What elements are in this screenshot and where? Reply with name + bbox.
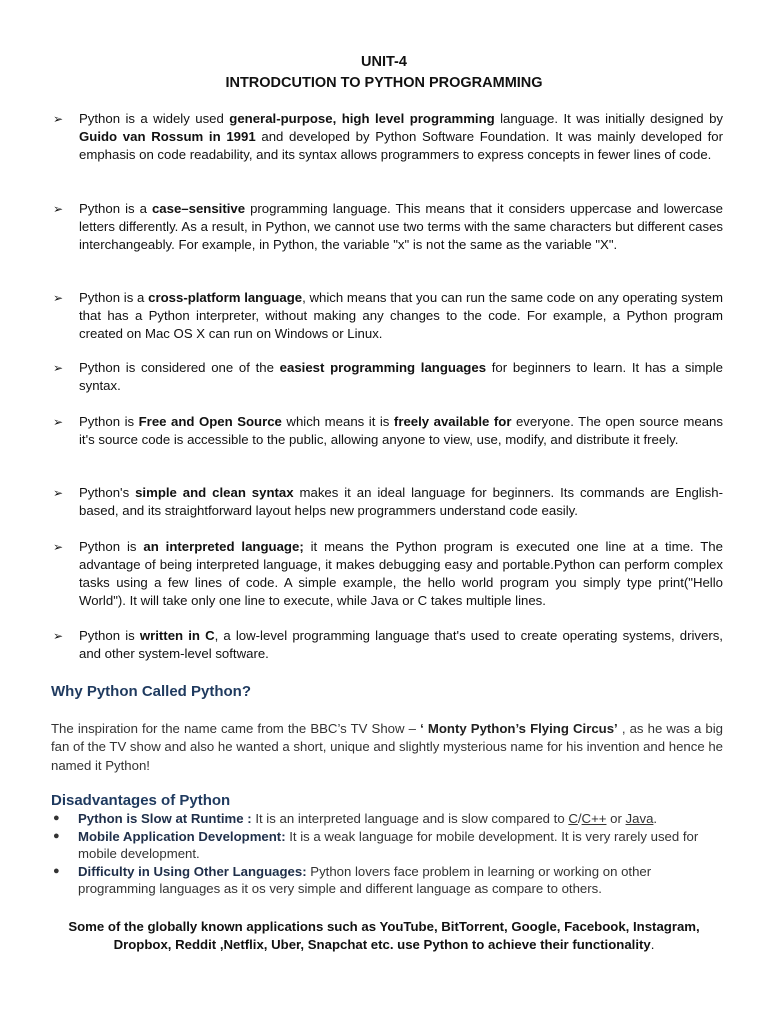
arrow-bullet-icon: ➢ (53, 629, 64, 643)
arrow-bullet-icon: ➢ (53, 540, 64, 554)
applications-note: Some of the globally known applications such as YouTube, BitTorrent, Google, Facebook, Instagram, Dropbox, Reddit ,Netflix, Uber, Snapchat etc. use Python to achieve their functionality. (68, 919, 700, 952)
bullet-item (53, 484, 723, 520)
bullet-text: Python is considered one of the easiest programming languages for beginners to learn. It has a simple syntax. (79, 360, 723, 393)
bullet-item (53, 200, 723, 254)
bullet-dot-icon: ● (53, 829, 60, 842)
list-item: ● Difficulty in Using Other Languages: Python lovers face problem in learning or working on other programming languages as it os very simple and different language as compare to others. (53, 863, 652, 897)
bullet-item (53, 359, 723, 395)
bullet-text: Python is a cross-platform language, which means that you can run the same code on any operating system that has a Python interpreter, without making any changes to the code. For example, a Python program created on Mac OS X can run on Windows or Linux. (79, 290, 723, 341)
arrow-bullet-icon: ➢ (53, 112, 64, 126)
arrow-bullet-icon: ➢ (53, 202, 64, 216)
arrow-bullet-icon: ➢ (53, 486, 64, 500)
why-python-paragraph: The inspiration for the name came from the BBC’s TV Show – ‘ Monty Python’s Flying Circus’ , as he was a big fan of the TV show and also he wanted a short, unique and slightly mysterious name for his invention and hence he named it Python! (51, 721, 724, 773)
bullet-text: Python is a case–sensitive programming language. This means that it considers uppercase and lowercase letters differently. As a result, in Python, we cannot use two terms with the same characters but different cases interchangeably. For example, in Python, the variable "x" is not the same as the variable "X". (79, 201, 723, 252)
list-item: ● Mobile Application Development: It is a weak language for mobile development. It is very rarely used for mobile development. (53, 828, 699, 862)
bullet-item (53, 289, 723, 343)
bullet-text: Python is a widely used general-purpose, high level programming language. It was initially designed by Guido van Rossum in 1991 and developed by Python Software Foundation. It was mainly developed for emphasis on code readability, and its syntax allows programmers to express concepts in fewer lines of code. (79, 111, 723, 162)
bullet-item (53, 413, 723, 449)
bullet-text: Python is an interpreted language; it means the Python program is executed one line at a time. The advantage of being interpreted language, it makes debugging easy and portable.Python can perform complex tasks using a few lines of code. A simple example, the hello world program you simply type print("Hello World"). It will take only one line to execute, while Java or C takes multiple lines. (79, 539, 723, 608)
why-python-heading: Why Python Called Python? (51, 683, 252, 700)
bullet-dot-icon: ● (53, 864, 60, 877)
disadvantages-list (51, 810, 723, 898)
bullet-text: Python is written in C, a low-level programming language that's used to create operating systems, drivers, and other system-level software. (79, 628, 723, 661)
disadvantages-heading: Disadvantages of Python (51, 792, 231, 809)
arrow-bullet-icon: ➢ (53, 415, 64, 429)
bullet-item (53, 538, 723, 610)
bullet-item (53, 627, 723, 663)
link-cpp[interactable]: C++ (581, 811, 607, 826)
bullet-dot-icon: ● (53, 812, 60, 824)
bullet-text: Python's simple and clean syntax makes it an ideal language for beginners. Its commands are English-based, and its straightforward layout helps new programmers understand code easily. (79, 485, 723, 518)
page-title: INTRODCUTION TO PYTHON PROGRAMMING (225, 75, 543, 91)
bullet-text: Python is Free and Open Source which means it is freely available for everyone. The open source means it's source code is accessible to the public, allowing anyone to view, use, modify, and distribute it freely. (79, 414, 723, 447)
list-item: ● Python is Slow at Runtime : It is an interpreted language and is slow compared to C/C++ or Java. (53, 811, 658, 826)
link-java[interactable]: Java (625, 811, 654, 826)
link-c[interactable]: C (568, 811, 578, 826)
unit-heading: UNIT-4 (361, 54, 407, 70)
arrow-bullet-icon: ➢ (53, 361, 64, 375)
bullet-item (53, 110, 723, 164)
arrow-bullet-icon: ➢ (53, 291, 64, 305)
